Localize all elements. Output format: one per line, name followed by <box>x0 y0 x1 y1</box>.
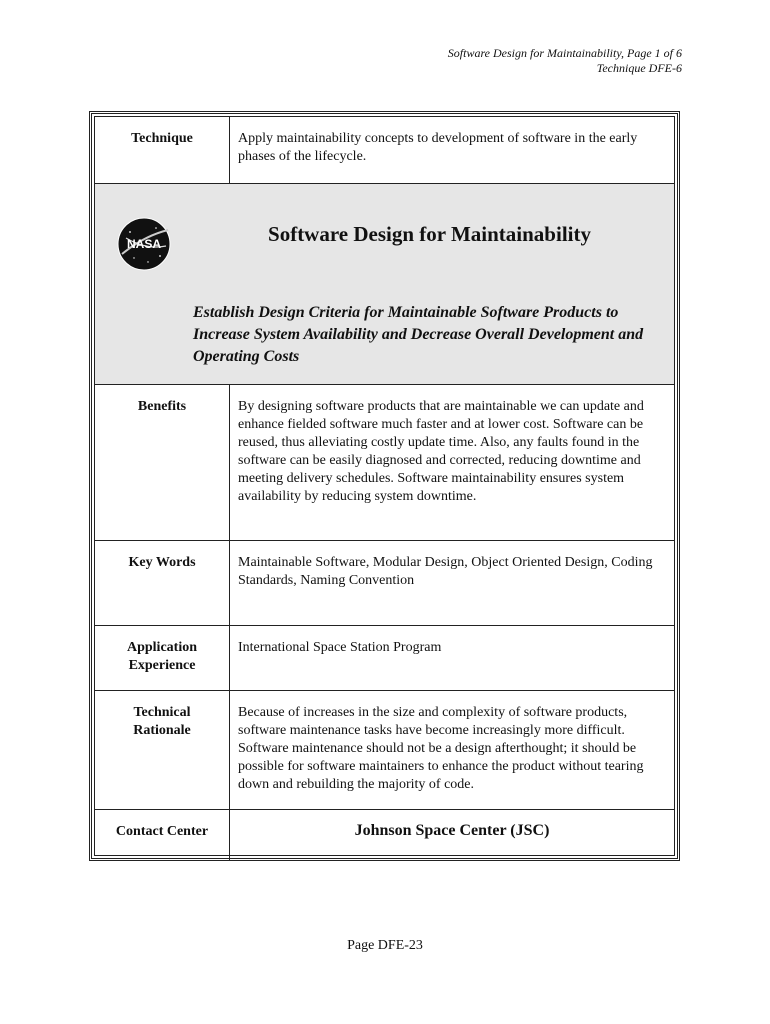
page-number: Page DFE-23 <box>347 938 423 953</box>
benefits-label: Benefits <box>95 385 230 540</box>
technical-rationale-row <box>95 691 674 810</box>
technique-table <box>94 116 675 856</box>
application-experience-text: International Space Station Program <box>238 640 442 655</box>
benefits-text: By designing software products that are maintainable we can update and enhance fielded software much faster and at lower cost. Software can be reused, thus alleviating costly update time. Also, any faults found in the software can be easily diagnosed and corrected, reducing downtime and meeting delivery schedules. Software maintainability ensures system availability by reducing system downtime. <box>238 399 644 504</box>
technique-text: Apply maintainability concepts to development of software in the early phases of the lifecycle. <box>238 131 638 164</box>
title-block <box>95 184 674 385</box>
application-experience-row <box>95 626 674 691</box>
page-subtitle: Establish Design Criteria for Maintainable Software Products to Increase System Availability and Decrease Overall Development and Operating Costs <box>193 304 644 365</box>
benefits-row <box>95 385 674 541</box>
page-title: Software Design for Maintainability <box>268 222 591 246</box>
contact-center-value: Johnson Space Center (JSC) <box>354 822 550 839</box>
key-words-label: Key Words <box>95 541 230 625</box>
technique-label: Technique <box>95 117 230 183</box>
header-doc-title: Software Design for Maintainability, Page 1 of 6 <box>447 46 682 60</box>
technical-rationale-text: Because of increases in the size and complexity of software products, software maintenance tasks have become increasingly more difficult. Software maintenance should not be a design afterthought; it should be possible for software maintainers to enhance the product without tearing down and rebuilding the majority of code. <box>238 705 644 792</box>
contact-center-row <box>95 810 674 861</box>
technique-sheet <box>89 111 680 861</box>
page-header <box>448 46 682 76</box>
nasa-logo-text: NASA <box>126 237 162 251</box>
contact-center-label: Contact Center <box>95 810 230 861</box>
application-experience-label: Application Experience <box>95 626 230 690</box>
key-words-text: Maintainable Software, Modular Design, Object Oriented Design, Coding Standards, Naming Convention <box>238 555 653 588</box>
header-technique-id: Technique DFE-6 <box>596 61 682 75</box>
technical-rationale-label: Technical Rationale <box>95 691 230 809</box>
key-words-row <box>95 541 674 626</box>
technique-row <box>95 117 674 184</box>
